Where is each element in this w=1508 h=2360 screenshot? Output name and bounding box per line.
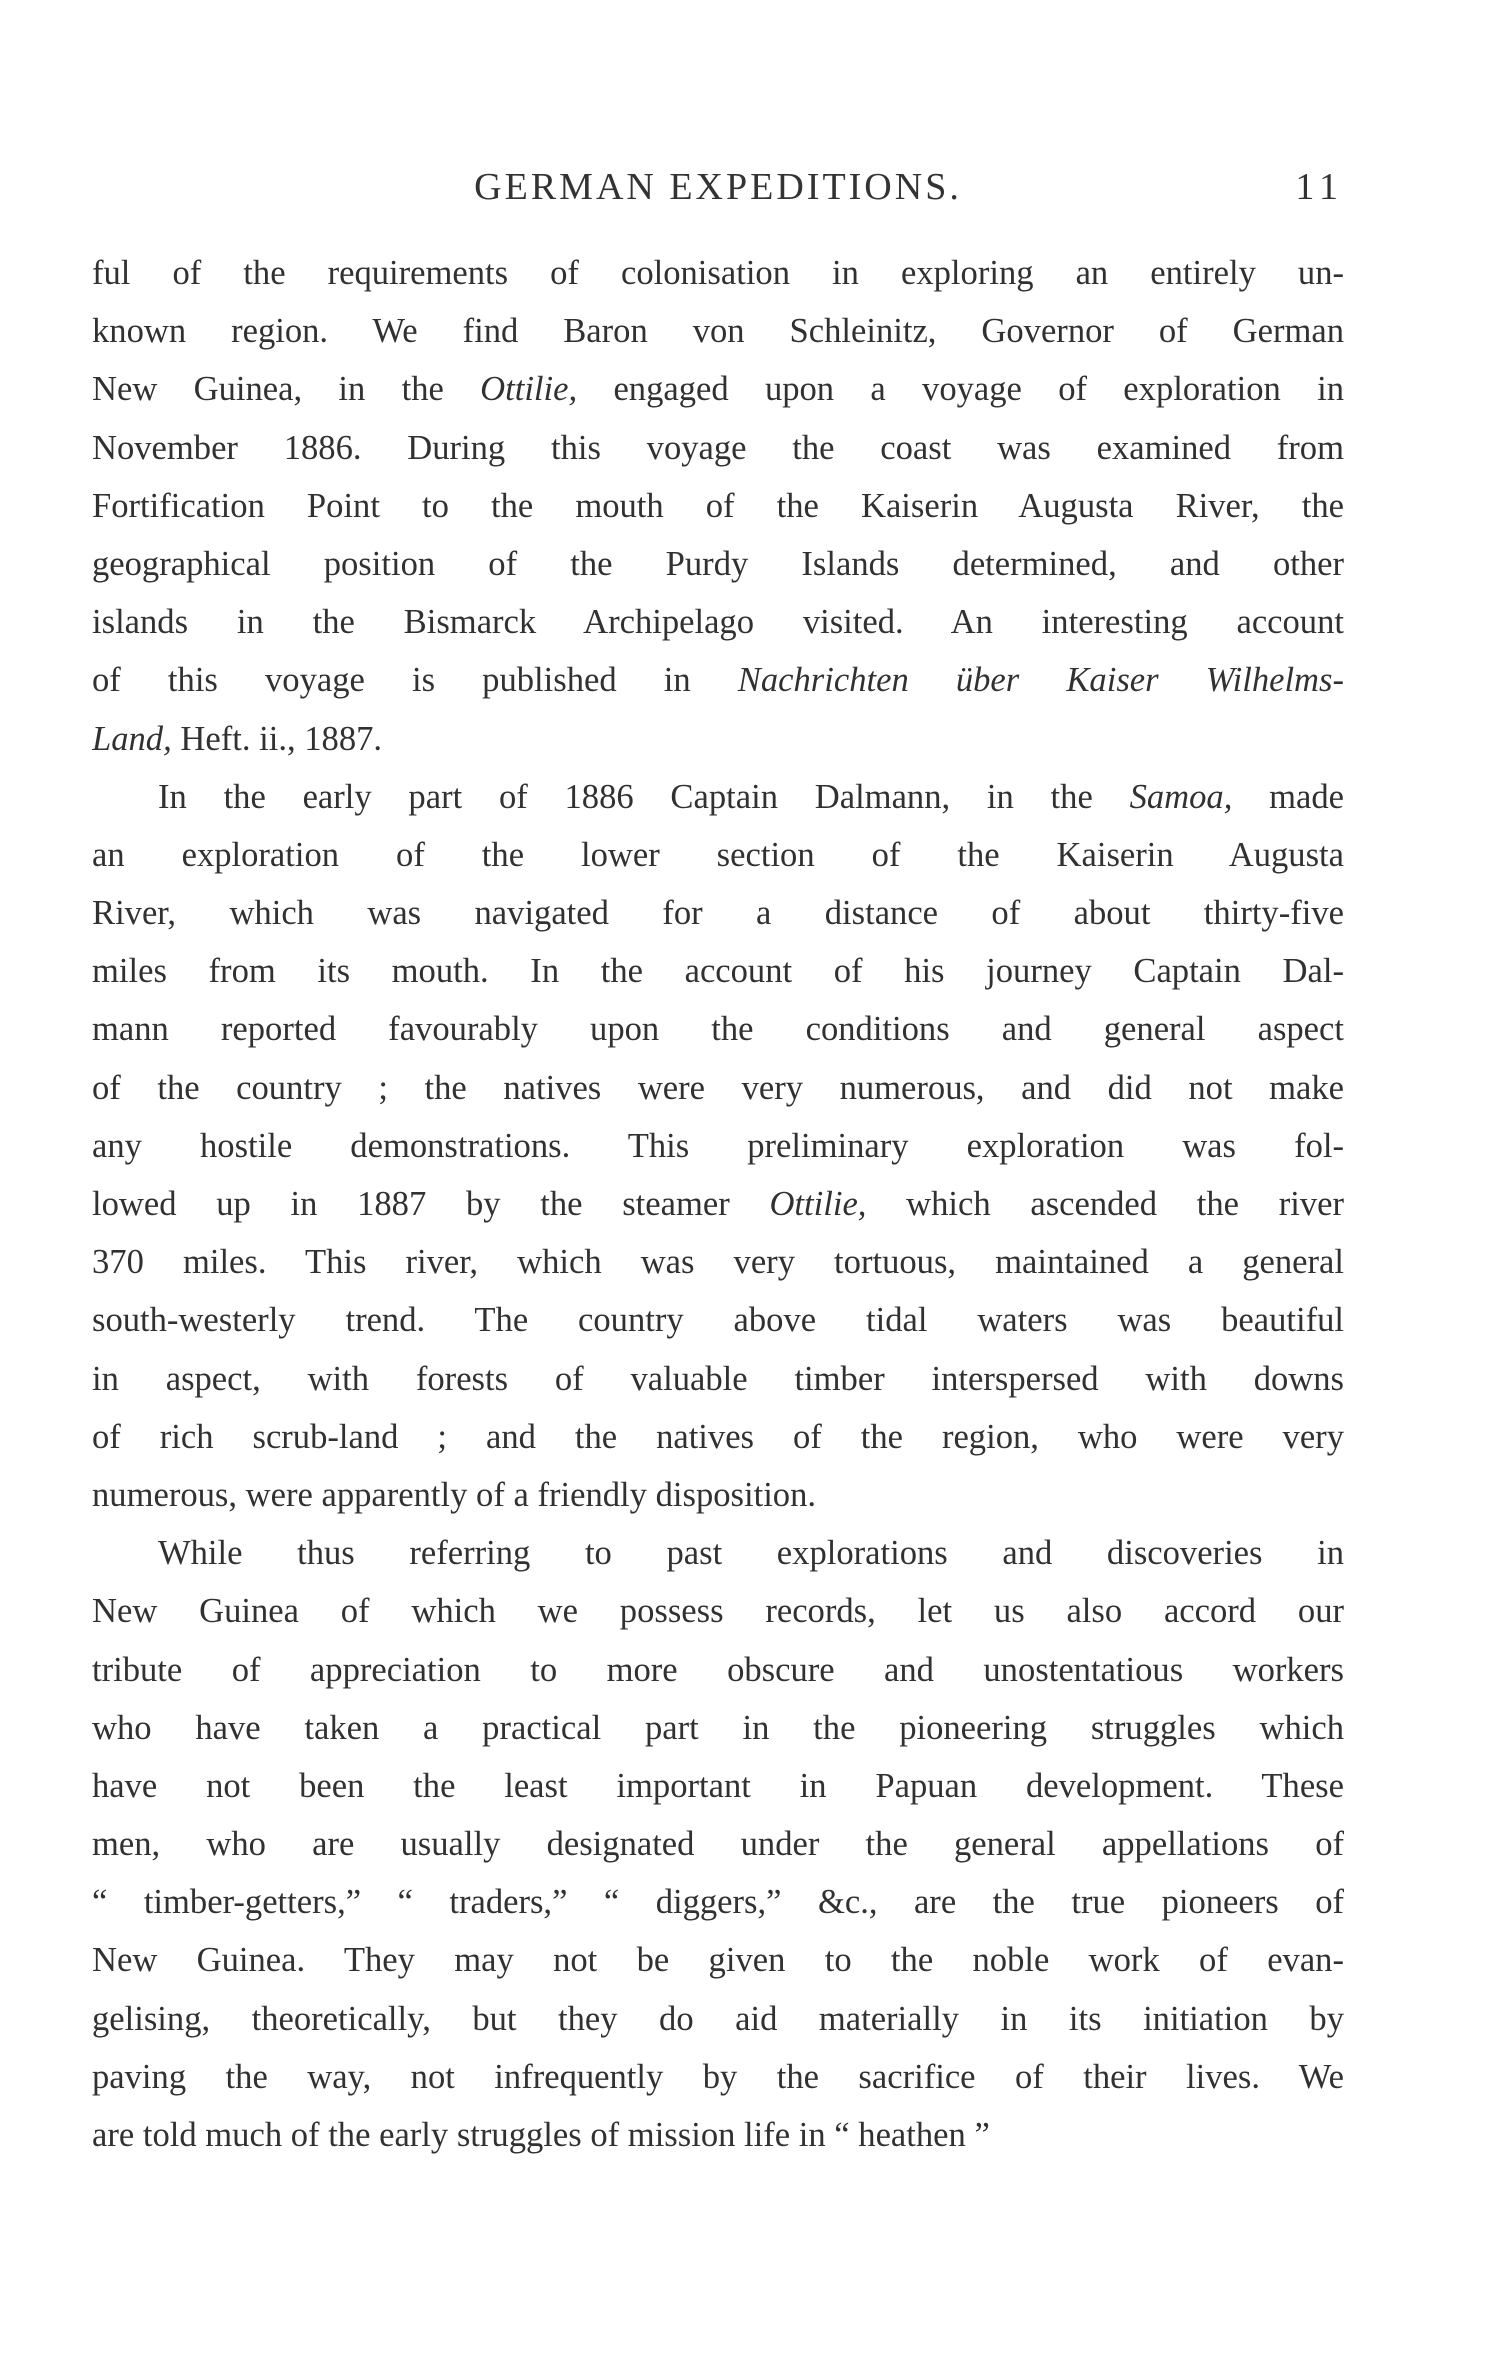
italic-text: Nachrichten über Kaiser Wilhelms- (737, 661, 1344, 700)
text-line (92, 1117, 1344, 1175)
paragraph (92, 1524, 1344, 2164)
text-line (92, 2106, 1344, 2164)
page-header (92, 162, 1344, 212)
text-segment: of this voyage is published in (92, 661, 738, 700)
paragraph (92, 244, 1344, 768)
text-line (92, 419, 1344, 477)
text-segment: in aspect, with forests of valuable timber interspersed with downs (92, 1359, 1344, 1398)
text-segment: any hostile demonstrations. This preliminary exploration was fol- (92, 1126, 1344, 1165)
text-line (92, 1233, 1344, 1291)
text-segment: engaged upon a voyage of exploration in (577, 370, 1344, 409)
text-segment: November 1886. During this voyage the coast was examined from (92, 428, 1344, 467)
text-line (92, 593, 1344, 651)
page-number: 11 (1295, 166, 1344, 208)
text-line (92, 1931, 1344, 1989)
italic-text: Ottilie, (480, 370, 578, 409)
text-line (92, 1873, 1344, 1931)
text-segment: who have taken a practical part in the pioneering struggles which (92, 1708, 1344, 1747)
text-line (92, 826, 1344, 884)
text-segment: are told much of the early struggles of mission life in “ heathen ” (92, 2116, 990, 2154)
text-line (92, 1408, 1344, 1466)
text-line (92, 2048, 1344, 2106)
text-segment: While thus referring to past explorations and discoveries in (158, 1534, 1344, 1573)
text-line (92, 942, 1344, 1000)
text-segment: an exploration of the lower section of the Kaiserin Augusta (92, 835, 1344, 874)
text-line (92, 1466, 1344, 1524)
text-segment: islands in the Bismarck Archipelago visited. An interesting account (92, 603, 1344, 642)
text-line (92, 1641, 1344, 1699)
text-segment: River, which was navigated for a distance of about thirty-five (92, 894, 1344, 933)
text-line (92, 360, 1344, 418)
italic-text: Land, (92, 719, 172, 758)
text-line (92, 884, 1344, 942)
text-line (92, 1350, 1344, 1408)
text-segment: made (1232, 777, 1344, 816)
text-segment: men, who are usually designated under the general appellations of (92, 1825, 1344, 1864)
paragraph (92, 768, 1344, 1524)
text-segment: paving the way, not infrequently by the sacrifice of their lives. We (92, 2057, 1344, 2096)
text-line (92, 1291, 1344, 1349)
text-segment: New Guinea. They may not be given to the noble work of evan- (92, 1941, 1344, 1980)
text-line (92, 1990, 1344, 2048)
text-line (92, 710, 1344, 768)
text-segment: numerous, were apparently of a friendly disposition. (92, 1475, 817, 1514)
text-segment: “ timber-getters,” “ traders,” “ diggers,” &c., are the true pioneers of (92, 1883, 1344, 1922)
text-segment: Fortification Point to the mouth of the Kaiserin Augusta River, the (92, 486, 1344, 525)
italic-text: Ottilie, (769, 1185, 867, 1223)
text-line (92, 477, 1344, 535)
text-line (92, 1757, 1344, 1815)
text-segment: of rich scrub-land ; and the natives of the region, who were very (92, 1417, 1344, 1456)
text-segment: mann reported favourably upon the conditions and general aspect (92, 1010, 1344, 1049)
text-line (92, 768, 1344, 826)
text-segment: 370 miles. This river, which was very tortuous, maintained a general (92, 1243, 1344, 1282)
text-segment: lowed up in 1887 by the steamer (92, 1185, 770, 1223)
text-line (92, 1524, 1344, 1582)
text-segment: of the country ; the natives were very numerous, and did not make (92, 1068, 1344, 1107)
text-segment: known region. We find Baron von Schleinitz, Governor of German (92, 312, 1344, 351)
text-segment: geographical position of the Purdy Islands determined, and other (92, 544, 1344, 583)
text-line (92, 535, 1344, 593)
text-segment: south-westerly trend. The country above tidal waters was beautiful (92, 1301, 1344, 1340)
text-segment: have not been the least important in Papuan development. These (92, 1766, 1344, 1805)
text-line (92, 302, 1344, 360)
text-line (92, 1175, 1344, 1233)
text-line (92, 1582, 1344, 1640)
text-line (92, 1815, 1344, 1873)
text-segment: ful of the requirements of colonisation in exploring an entirely un- (92, 254, 1344, 292)
text-line (92, 651, 1344, 709)
text-line (92, 244, 1344, 302)
text-segment: In the early part of 1886 Captain Dalmann, in the (158, 777, 1130, 816)
italic-text: Samoa, (1129, 777, 1233, 816)
text-line (92, 1699, 1344, 1757)
text-line (92, 1000, 1344, 1058)
text-segment: which ascended the river (866, 1185, 1344, 1223)
running-head: GERMAN EXPEDITIONS. (474, 166, 962, 208)
body-text (92, 244, 1344, 2164)
text-segment: gelising, theoretically, but they do aid materially in its initiation by (92, 1999, 1344, 2038)
text-segment: New Guinea, in the (92, 370, 481, 409)
text-segment: New Guinea of which we possess records, let us also accord our (92, 1592, 1344, 1631)
text-segment: tribute of appreciation to more obscure and unostentatious workers (92, 1650, 1344, 1689)
text-segment: Heft. ii., 1887. (171, 719, 383, 758)
text-line (92, 1059, 1344, 1117)
text-segment: miles from its mouth. In the account of his journey Captain Dal- (92, 952, 1344, 991)
